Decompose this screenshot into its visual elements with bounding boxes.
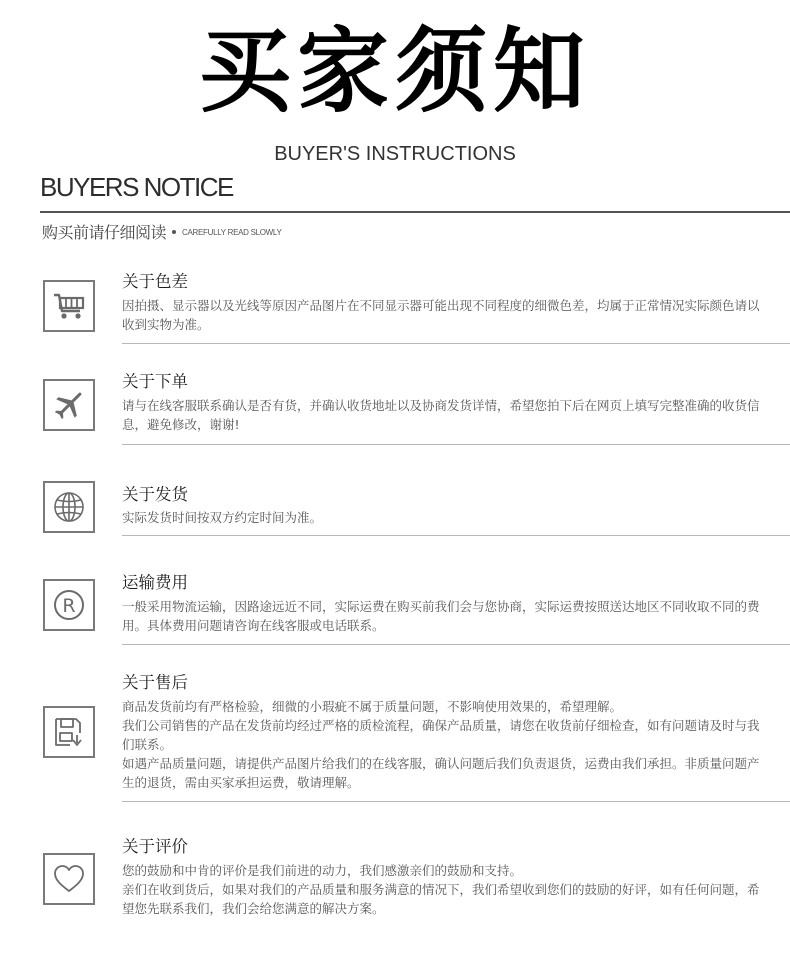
section-divider [122,535,790,536]
section-divider [122,801,790,802]
section-divider [122,444,790,445]
section-title: 关于色差 [122,272,188,291]
section-body [122,597,766,635]
section-paragraph: 您的鼓励和中肯的评价是我们前进的动力，我们感激亲们的鼓励和支持。 [122,863,523,878]
registered-icon [43,579,95,631]
page-title: 买家须知 [198,18,591,125]
section-paragraph: 因拍摄、显示器以及光线等原因产品图片在不同显示器可能出现不同程度的细微色差，均属于正常情况实际颜色请以收到实物为准。 [122,298,760,332]
bullet-dot [172,230,176,234]
section-paragraph: 亲们在收到货后，如果对我们的产品质量和服务满意的情况下，我们希望收到您们的鼓励的好评，如有任何问题，希望您先联系我们，我们会给您满意的解决方案。 [122,882,760,916]
section-divider [122,644,790,645]
read-carefully-cn: 购买前请仔细阅读 [42,222,167,242]
globe-icon [43,481,95,533]
section-title: 关于下单 [122,372,188,391]
section-paragraph: 我们公司销售的产品在发货前均经过严格的质检流程，确保产品质量，请您在收货前仔细检查，如有问题请及时与我们联系。 [122,718,760,752]
section-body [122,697,766,792]
section-title: 关于评价 [122,837,188,856]
section-paragraph: 如遇产品质量问题，请提供产品图片给我们的在线客服，确认问题后我们负责退货，运费由我们承担。非质量问题产生的退货，需由买家承担运费，敬请理解。 [122,756,760,790]
section-body [122,296,766,334]
section-divider [122,343,790,344]
airplane-icon [43,379,95,431]
page-subtitle: BUYER'S INSTRUCTIONS [274,143,516,165]
read-carefully-line [42,220,282,242]
section-body [122,508,766,527]
svg-text:R: R [62,595,76,617]
shopping-cart-icon [43,280,95,332]
notice-heading: BUYERS NOTICE [40,172,233,202]
section-paragraph: 一般采用物流运输，因路途远近不同，实际运费在购买前我们会与您协商，实际运费按照送达地区不同收取不同的费用。具体费用问题请咨询在线客服或电话联系。 [122,599,760,633]
section-paragraph: 商品发货前均有严格检验，细微的小瑕疵不属于质量问题，不影响使用效果的，希望理解。 [122,699,623,714]
section-title: 关于发货 [122,485,188,504]
notice-divider [40,211,790,213]
read-carefully-en: CAREFULLY READ SLOWLY [182,228,282,237]
section-body [122,861,766,918]
section-title: 关于售后 [122,673,188,692]
section-title: 运输费用 [122,573,188,592]
section-body [122,396,766,434]
section-paragraph: 实际发货时间按双方约定时间为准。 [122,510,323,525]
heart-icon [43,853,95,905]
section-paragraph: 请与在线客服联系确认是否有货，并确认收货地址以及协商发货详情，希望您拍下后在网页上填写完整准确的收货信息，避免修改，谢谢! [122,398,760,432]
save-download-icon [43,706,95,758]
